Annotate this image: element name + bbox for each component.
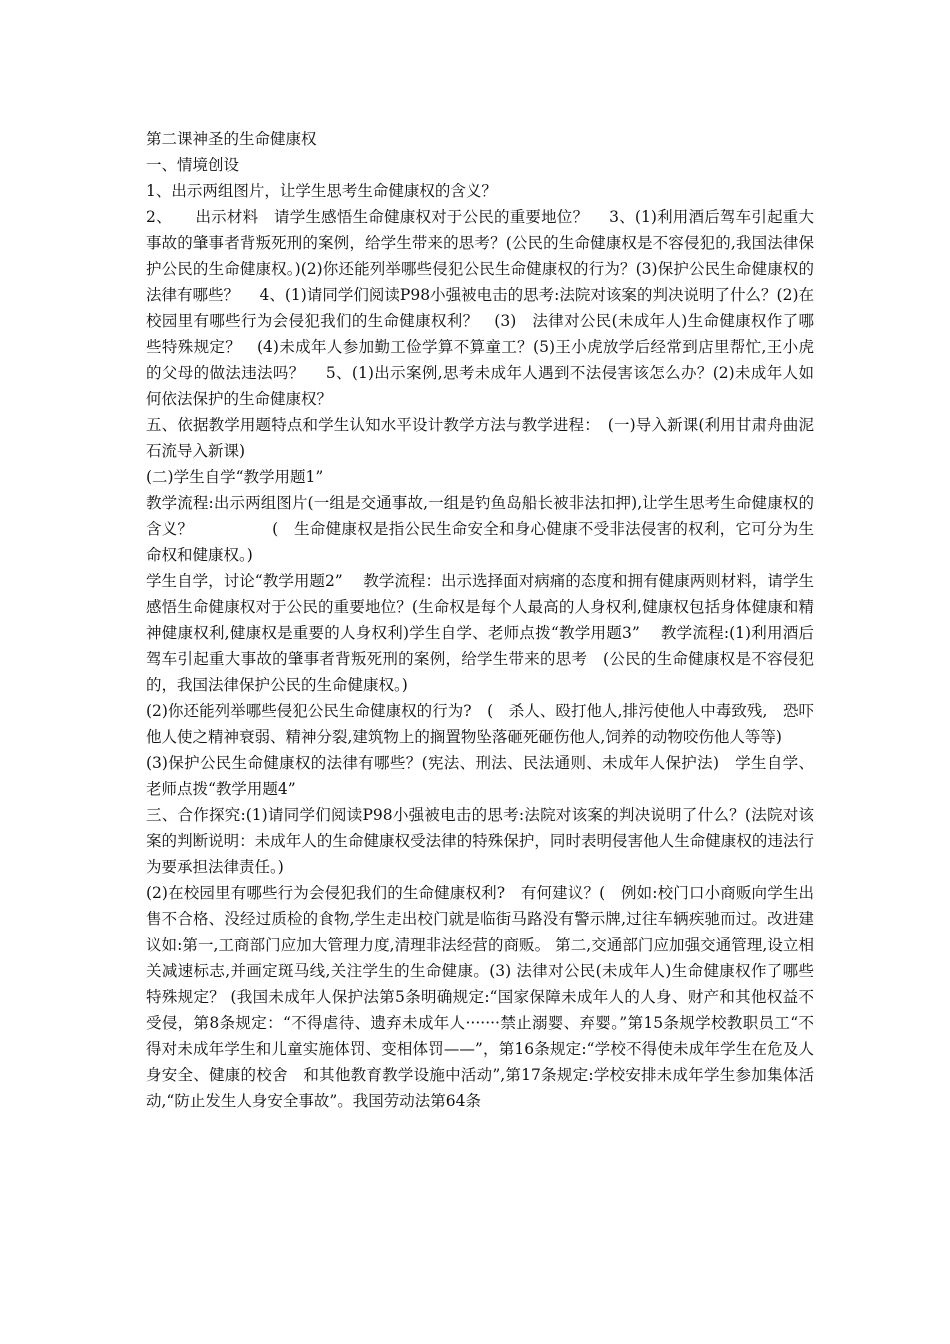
paragraph-infringements: (2)你还能列举哪些侵犯公民生命健康权的行为? ( 杀人、殴打他人,排污使他人中毒致残, 恐吓他人使之精神衰弱、精神分裂,建筑物上的搁置物坠落砸死砸伤他人,饲养的动物咬伤他人等等) (146, 702, 814, 746)
document-title: 第二课神圣的生命健康权 (146, 130, 317, 148)
document-page (146, 126, 814, 1114)
paragraph-teaching-flow-1: 教学流程:出示两组图片(一组是交通事故,一组是钓鱼岛船长被非法扣押),让学生思考生命健康权的含义？ ( 生命健康权是指公民生命安全和身心健康不受非法侵害的权利，它可分为生命权和健康权。) (146, 494, 814, 564)
paragraph-cooperative-inquiry: 三、合作探究:(1)请同学们阅读P98小强被电击的思考:法院对该案的判决说明了什么？(法院对该案的判断说明：未成年人的生命健康权受法律的特殊保护，同时表明侵害他人生命健康权的违法行为要承担法律责任。) (146, 806, 814, 876)
paragraph-item-1: 1、出示两组图片，让学生思考生命健康权的含义？ (146, 182, 497, 200)
paragraph-section-five: 五、依据教学用题特点和学生认知水平设计教学方法与教学进程： (一)导入新课(利用甘肃舟曲泥石流导入新课) (146, 416, 814, 460)
paragraph-self-study-1: (二)学生自学“教学用题1” (146, 468, 324, 486)
paragraph-protecting-laws: (3)保护公民生命健康权的法律有哪些？(宪法、刑法、民法通则、未成年人保护法) 学生自学、老师点拨“教学用题4” (146, 754, 814, 798)
paragraph-campus-behaviors: (2)在校园里有哪些行为会侵犯我们的生命健康权利? 有何建议？( 例如:校门口小商贩向学生出售不合格、没经过质检的食物,学生走出校门就是临街马路没有警示牌,过往车辆疾驰而过。改进建议如:第一,工商部门应加大管理力度,清理非法经营的商贩。 第二,交通部门应加强交通管理,设立相关减速标志,并画定斑马线,关注学生的生命健康。(3) 法律对公民(未成年人)生命健康权作了哪些特殊规定？ (我国未成年人保护法第5条明确规定:“国家保障未成年人的人身、财产和其他权益不受侵，第8条规定：“不得虐待、遗弃未成年人·······禁止溺婴、弃婴。”第15条规学校教职员工“不得对未成年学生和儿童实施体罚、变相体罚——”，第16条规定:“学校不得使未成年学生在危及人身安全、健康的校舍 和其他教育教学设施中活动”,第17条规定:学校安排未成年学生参加集体活动,“防止发生人身安全事故”。我国劳动法第64条 (146, 884, 814, 1110)
section-heading-scenario: 一、情境创设 (146, 156, 240, 174)
paragraph-self-study-2-3: 学生自学，讨论“教学用题2” 教学流程：出示选择面对病痛的态度和拥有健康两则材料，请学生感悟生命健康权对于公民的重要地位？(生命权是每个人最高的人身权利,健康权包括身体健康和精神健康权利,健康权是重要的人身权利)学生自学、老师点拨“教学用题3” 教学流程:(1)利用酒后驾车引起重大事故的肇事者背叛死刑的案例，给学生带来的思考 (公民的生命健康权是不容侵犯的，我国法律保护公民的生命健康权。) (146, 572, 814, 694)
paragraph-items-2-5: 2、 出示材料 请学生感悟生命健康权对于公民的重要地位？ 3、(1)利用酒后驾车引起重大事故的肇事者背叛死刑的案例，给学生带来的思考？(公民的生命健康权是不容侵犯的,我国法律保护公民的生命健康权。)(2)你还能列举哪些侵犯公民生命健康权的行为？(3)保护公民生命健康权的法律有哪些？ 4、(1)请同学们阅读P98小强被电击的思考:法院对该案的判决说明了什么？(2)在校园里有哪些行为会侵犯我们的生命健康权利？ (3) 法律对公民(未成年人)生命健康权作了哪些特殊规定？ (4)未成年人参加勤工俭学算不算童工？(5)王小虎放学后经常到店里帮忙,王小虎的父母的做法违法吗？ 5、(1)出示案例,思考未成年人遇到不法侵害该怎么办？(2)未成年人如何依法保护的生命健康权？ (146, 208, 814, 408)
